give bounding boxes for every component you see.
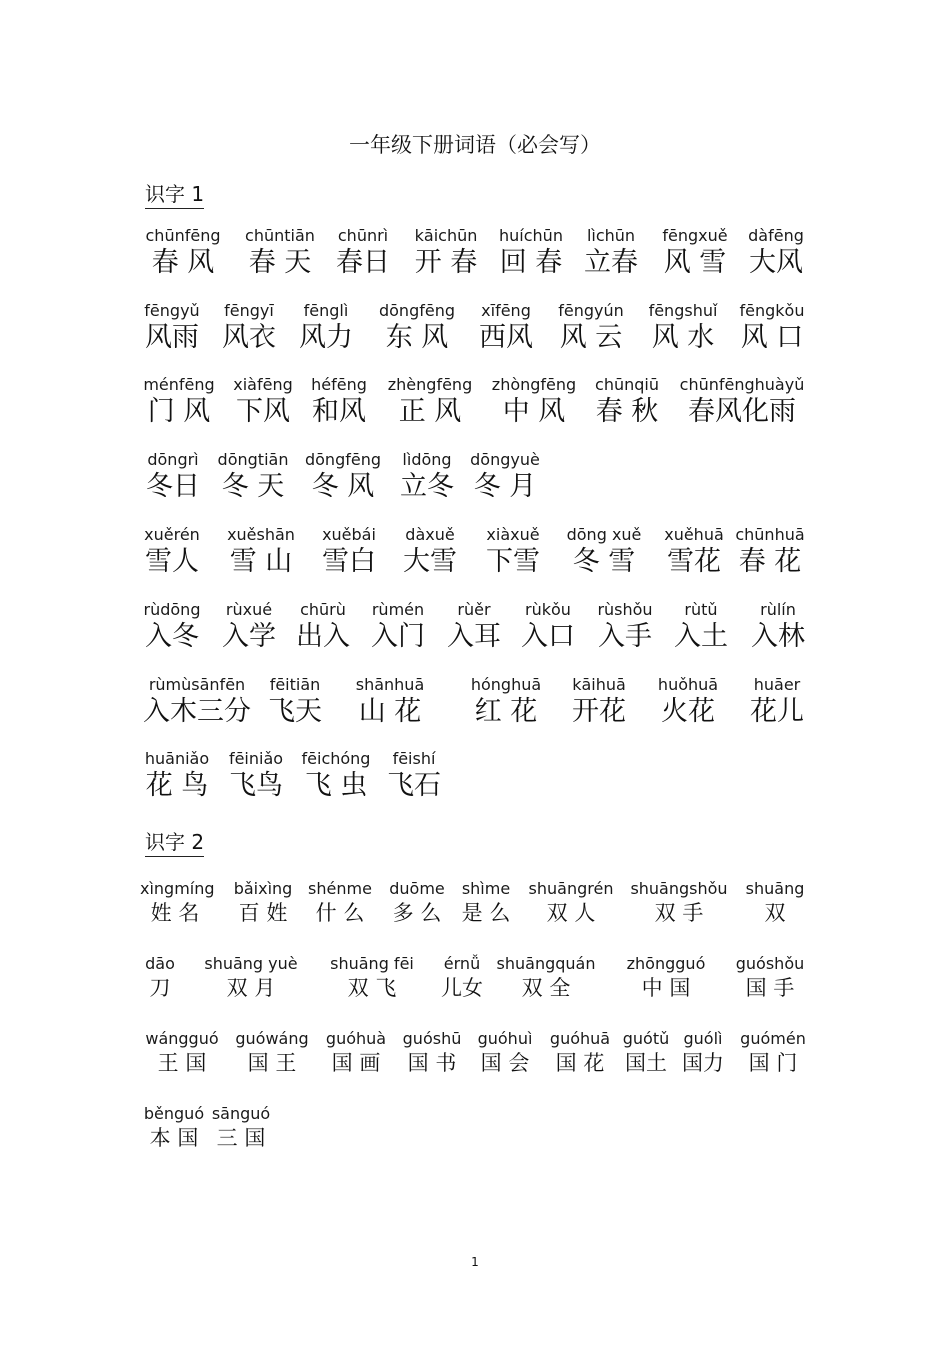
hanzi-word: 风 水 [651,322,715,353]
hanzi-word: 入耳 [447,621,501,652]
pinyin-label: fēngyī [224,301,274,320]
hanzi-word: 本 国 [149,1126,199,1150]
word-entry [544,1029,616,1077]
pinyin-label: héfēng [311,375,367,394]
pinyin-label: dāo [145,954,175,973]
word-entry [624,879,734,927]
hanzi-word: 开花 [572,696,626,727]
word-entry [366,600,430,654]
hanzi-word: 国 花 [555,1051,605,1075]
pinyin-label: fēitiān [269,675,321,694]
word-entry [292,600,354,654]
word-entry [406,226,486,280]
pinyin-label: rùdōng [143,600,201,619]
hanzi-word: 入手 [598,621,652,652]
hanzi-word: 火花 [661,696,715,727]
pinyin-label: érnǚ [443,954,481,973]
pinyin-label: shānhuā [355,675,425,694]
hanzi-word: 入土 [674,621,728,652]
pinyin-label: wángguó [145,1029,219,1048]
hanzi-word: 风 口 [740,322,804,353]
pinyin-label: chūnfēnghuàyǔ [679,375,805,394]
pinyin-label: guówáng [235,1029,309,1048]
hanzi-word: 刀 [149,976,171,1000]
word-entry [564,675,634,729]
pinyin-label: dōngfēng [304,450,381,469]
word-entry [140,600,204,654]
hanzi-word: 风力 [299,322,353,353]
hanzi-word: 春 风 [151,247,215,278]
pinyin-label: fēngyún [558,301,624,320]
word-entry [328,226,398,280]
word-entry [140,375,218,429]
pinyin-label: rùxué [225,600,273,619]
word-entry [490,954,602,1002]
word-entry [140,879,215,927]
hanzi-word: 和风 [312,396,366,427]
word-entry [228,879,298,927]
pinyin-label: kāichūn [414,226,478,245]
word-entry [140,525,204,579]
pinyin-label: shuāngrén [528,879,614,898]
word-entry [744,675,810,729]
pinyin-label: zhòngfēng [491,375,577,394]
word-entry [140,1029,224,1077]
hanzi-word: 国 画 [331,1051,381,1075]
hanzi-word: 春 天 [248,247,312,278]
pinyin-label: xuěhuā [664,525,724,544]
word-entry [140,450,206,504]
pinyin-label: xuěrén [144,525,200,544]
section-heading-shizi-2: 识字 2 [145,829,204,857]
pinyin-label: rùkǒu [525,600,571,619]
word-entry [396,1029,468,1077]
word-entry [592,600,658,654]
word-entry [140,226,226,280]
pinyin-label: guóhuì [477,1029,533,1048]
pinyin-label: dàfēng [748,226,804,245]
pinyin-label: dōngfēng [378,301,455,320]
hanzi-word: 下风 [236,396,290,427]
pinyin-label: xiàfēng [233,375,293,394]
hanzi-word: 国 手 [745,976,795,1000]
hanzi-word: 风 云 [559,322,623,353]
pinyin-label: rùmùsānfēn [148,675,246,694]
hanzi-word: 入口 [521,621,575,652]
pinyin-label: xīfēng [481,301,531,320]
pinyin-label: hónghuā [470,675,542,694]
hanzi-word: 王 国 [157,1051,207,1075]
hanzi-word: 门 风 [147,396,211,427]
hanzi-word: 风雨 [145,322,199,353]
word-entry [670,600,732,654]
word-entry [196,954,306,1002]
word-entry [300,450,386,504]
hanzi-word: 花儿 [750,696,804,727]
word-entry [474,301,538,355]
word-entry [140,954,180,1002]
hanzi-word: 入林 [751,621,805,652]
pinyin-label: běnguó [143,1104,205,1123]
word-entry [222,749,290,803]
hanzi-word: 国 门 [748,1051,798,1075]
pinyin-label: chūnfēng [145,226,221,245]
section-heading-shizi-1: 识字 1 [145,181,204,209]
pinyin-label: dōngtiān [217,450,289,469]
hanzi-word: 大风 [749,247,803,278]
hanzi-word: 飞石 [387,770,441,801]
word-entry [238,226,322,280]
word-entry [140,301,204,355]
word-entry [140,1104,208,1152]
word-entry [640,301,726,355]
hanzi-word: 大雪 [403,546,457,577]
word-entry [382,749,446,803]
hanzi-word: 下雪 [486,546,540,577]
pinyin-label: dōngrì [147,450,199,469]
word-entry [618,1029,674,1077]
pinyin-label: fēngkǒu [739,301,805,320]
pinyin-label: bǎixìng [233,879,293,898]
pinyin-label: sānguó [211,1104,271,1123]
pinyin-label: lìdōng [402,450,452,469]
word-entry [320,1029,392,1077]
pinyin-label: huāer [753,675,801,694]
hanzi-word: 东 风 [385,322,449,353]
hanzi-word: 双 手 [654,901,704,925]
pinyin-label: guótǔ [622,1029,670,1048]
pinyin-label: dōngyuè [470,450,540,469]
hanzi-word: 春日 [336,247,390,278]
word-entry [740,879,810,927]
word-entry [734,1029,812,1077]
word-entry [486,375,582,429]
pinyin-label: guóshū [402,1029,462,1048]
word-entry [578,226,644,280]
pinyin-label: shuāngquán [496,954,596,973]
hanzi-word: 出入 [296,621,350,652]
pinyin-label: duōme [389,879,445,898]
word-entry [468,450,542,504]
word-entry [652,675,724,729]
hanzi-word: 冬 雪 [572,546,636,577]
word-entry [140,749,214,803]
hanzi-word: 中 风 [502,396,566,427]
pinyin-label: guóhuà [325,1029,387,1048]
hanzi-word: 入门 [371,621,425,652]
pinyin-label: rùtǔ [684,600,718,619]
hanzi-word: 双 人 [546,901,596,925]
hanzi-word: 开 春 [414,247,478,278]
word-entry [734,301,810,355]
hanzi-word: 冬 风 [311,471,375,502]
hanzi-word: 雪人 [145,546,199,577]
pinyin-label: shuāng yuè [204,954,298,973]
word-entry [662,525,726,579]
pinyin-label: rùlín [760,600,796,619]
hanzi-word: 入木三分 [143,696,251,727]
word-entry [678,1029,728,1077]
pinyin-label: fēichóng [301,749,371,768]
word-entry [442,600,506,654]
pinyin-label: fēngshuǐ [648,301,718,320]
word-entry [590,375,664,429]
word-entry [454,879,518,927]
hanzi-word: 中 国 [641,976,691,1000]
word-entry [462,675,550,729]
hanzi-word: 飞鸟 [229,770,283,801]
hanzi-word: 风衣 [222,322,276,353]
pinyin-label: xìngmíng [140,879,215,898]
word-entry [372,301,462,355]
pinyin-label: guómén [740,1029,806,1048]
pinyin-label: xuěshān [227,525,295,544]
hanzi-word: 雪白 [322,546,376,577]
word-entry [296,749,376,803]
hanzi-word: 国力 [682,1051,724,1075]
pinyin-label: rùshǒu [597,600,653,619]
word-entry [394,450,460,504]
hanzi-word: 花 鸟 [145,770,209,801]
hanzi-word: 冬 天 [221,471,285,502]
pinyin-label: fēnglì [303,301,349,320]
hanzi-word: 儿女 [441,976,483,1000]
hanzi-word: 国 书 [407,1051,457,1075]
hanzi-word: 双 [764,901,786,925]
word-entry [478,525,548,579]
pinyin-label: guóhuā [549,1029,611,1048]
word-entry [212,450,294,504]
page-title: 一年级下册词语（必会写） [349,133,601,157]
pinyin-label: lìchūn [586,226,636,245]
word-entry [494,226,568,280]
hanzi-word: 冬 月 [473,471,537,502]
pinyin-label: shuāngshǒu [630,879,728,898]
word-entry [384,879,450,927]
word-entry [672,375,812,429]
hanzi-word: 雪 山 [229,546,293,577]
page-number: 1 [471,1255,479,1269]
pinyin-label: chūrù [300,600,346,619]
word-entry [744,600,812,654]
pinyin-label: chūnrì [337,226,389,245]
hanzi-word: 入冬 [145,621,199,652]
pinyin-label: fēngyǔ [144,301,200,320]
pinyin-label: huǒhuā [657,675,719,694]
word-entry [732,525,808,579]
word-entry [230,1029,314,1077]
hanzi-word: 回 春 [499,247,563,278]
pinyin-label: shénme [308,879,372,898]
hanzi-word: 冬日 [146,471,200,502]
word-entry [522,879,620,927]
hanzi-word: 西风 [479,322,533,353]
hanzi-word: 春 花 [738,546,802,577]
pinyin-label: chūntiān [245,226,315,245]
word-entry [140,675,254,729]
pinyin-label: huāniǎo [144,749,210,768]
pinyin-label: huíchūn [499,226,563,245]
word-entry [304,879,376,927]
word-entry [436,954,488,1002]
hanzi-word: 什 么 [315,901,365,925]
pinyin-label: xiàxuě [486,525,540,544]
hanzi-word: 百 姓 [238,901,288,925]
hanzi-word: 飞 虫 [304,770,368,801]
hanzi-word: 国 王 [247,1051,297,1075]
pinyin-label: zhōngguó [626,954,706,973]
hanzi-word: 国土 [625,1051,667,1075]
pinyin-label: shuāng fēi [330,954,414,973]
word-entry [618,954,714,1002]
pinyin-label: chūnqiū [595,375,659,394]
hanzi-word: 飞天 [268,696,322,727]
word-entry [322,954,422,1002]
pinyin-label: fēiniǎo [228,749,284,768]
hanzi-word: 入学 [222,621,276,652]
word-entry [216,600,282,654]
pinyin-label: zhèngfēng [387,375,473,394]
hanzi-word: 双 月 [226,976,276,1000]
word-entry [552,301,630,355]
word-entry [396,525,464,579]
word-entry [316,525,382,579]
word-entry [216,301,282,355]
hanzi-word: 三 国 [216,1126,266,1150]
pinyin-label: dōng xuě [566,525,642,544]
hanzi-word: 红 花 [474,696,538,727]
hanzi-word: 山 花 [358,696,422,727]
word-entry [228,375,298,429]
hanzi-word: 双 飞 [347,976,397,1000]
word-entry [260,675,330,729]
word-entry [208,1104,274,1152]
hanzi-word: 正 风 [398,396,462,427]
pinyin-label: fēishí [392,749,436,768]
pinyin-label: guólì [683,1029,723,1048]
hanzi-word: 姓 名 [150,901,200,925]
hanzi-word: 雪花 [667,546,721,577]
pinyin-label: fēngxuě [662,226,728,245]
pinyin-label: dàxuě [405,525,455,544]
pinyin-label: guóshǒu [735,954,805,973]
word-entry [470,1029,540,1077]
word-entry [292,301,360,355]
word-entry [728,954,812,1002]
word-entry [306,375,372,429]
word-entry [656,226,734,280]
word-entry [348,675,432,729]
pinyin-label: rùěr [457,600,491,619]
word-entry [562,525,646,579]
word-entry [380,375,480,429]
pinyin-label: kāihuā [572,675,626,694]
pinyin-label: xuěbái [322,525,376,544]
hanzi-word: 春 秋 [595,396,659,427]
pinyin-label: shuāng [745,879,805,898]
hanzi-word: 春风化雨 [688,396,796,427]
pinyin-label: chūnhuā [735,525,805,544]
hanzi-word: 立春 [584,247,638,278]
word-entry [742,226,810,280]
hanzi-word: 多 么 [392,901,442,925]
hanzi-word: 立冬 [400,471,454,502]
pinyin-label: rùmén [371,600,425,619]
hanzi-word: 风 雪 [663,247,727,278]
pinyin-label: shìme [461,879,511,898]
word-entry [516,600,580,654]
hanzi-word: 国 会 [480,1051,530,1075]
word-entry [220,525,302,579]
pinyin-label: ménfēng [143,375,215,394]
hanzi-word: 双 全 [521,976,571,1000]
hanzi-word: 是 么 [461,901,511,925]
